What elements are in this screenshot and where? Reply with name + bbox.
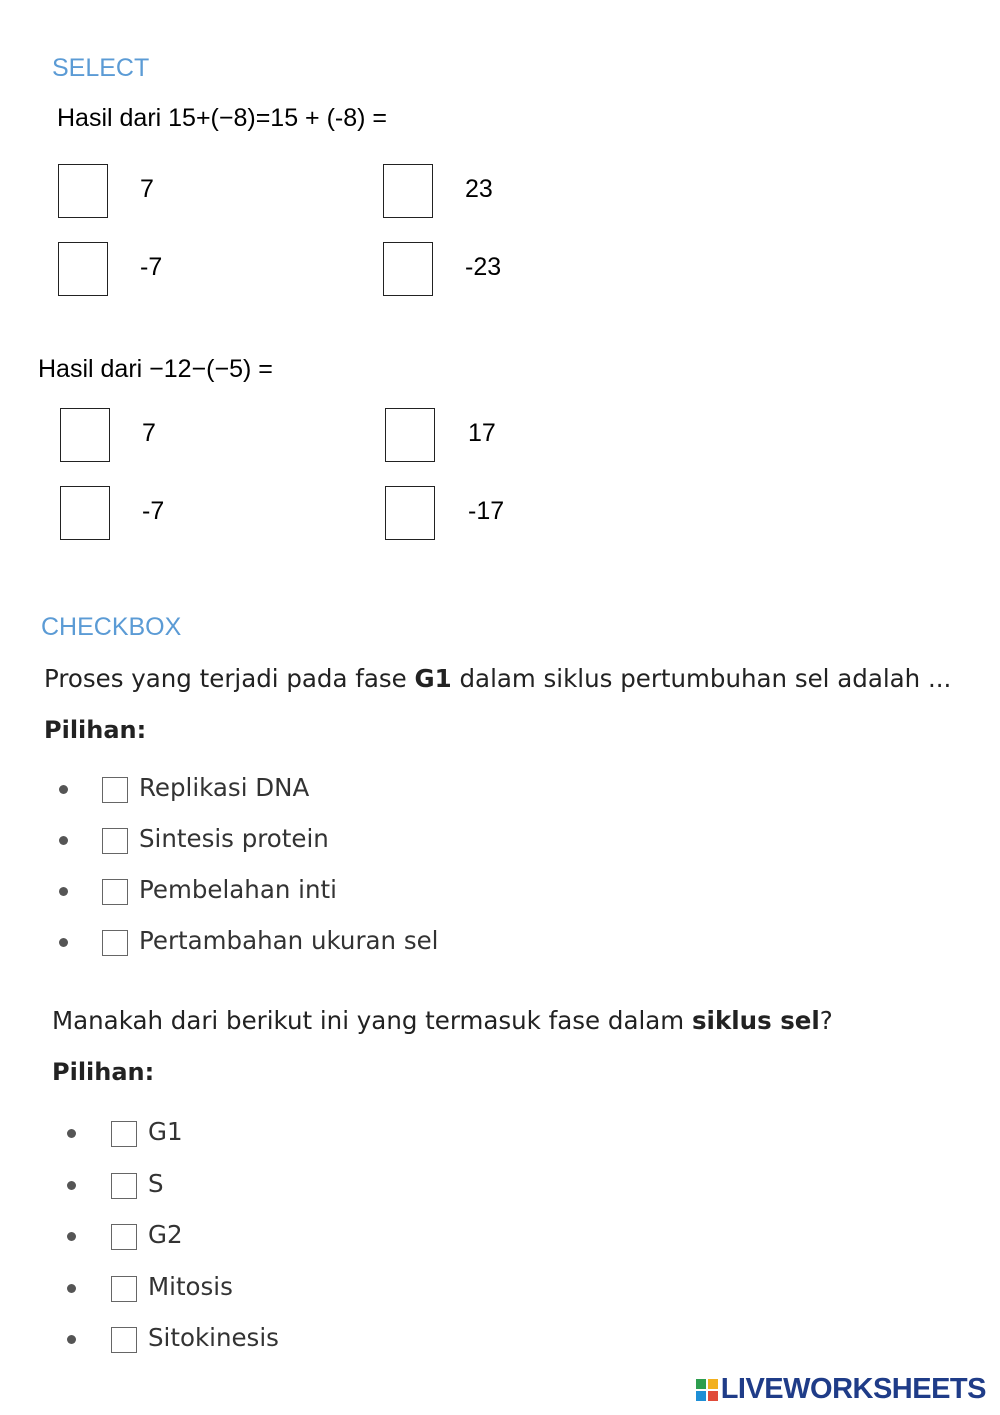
select-heading: SELECT — [52, 54, 150, 82]
checkbox-s[interactable] — [111, 1173, 137, 1199]
option-2d-box[interactable] — [385, 486, 435, 540]
checkbox-g1[interactable] — [111, 1121, 137, 1147]
option-1b-value: 23 — [465, 175, 493, 203]
checkbox-label: Replikasi DNA — [139, 773, 310, 802]
checkbox-replikasi-dna[interactable] — [102, 777, 128, 803]
checkbox-label: Pembelahan inti — [139, 875, 337, 904]
liveworksheets-logo-icon — [696, 1379, 718, 1401]
checkbox-label: Sintesis protein — [139, 824, 329, 853]
bullet-icon — [67, 1284, 76, 1293]
option-1a-box[interactable] — [58, 164, 108, 218]
option-1d-value: -23 — [465, 253, 502, 281]
option-1c-value: -7 — [140, 253, 163, 281]
liveworksheets-logo — [696, 1373, 986, 1406]
question-3-pilihan-label: Pilihan: — [44, 716, 147, 744]
bullet-icon — [67, 1129, 76, 1138]
bullet-icon — [59, 836, 68, 845]
bullet-icon — [67, 1335, 76, 1344]
option-1b-box[interactable] — [383, 164, 433, 218]
bullet-icon — [67, 1232, 76, 1241]
option-1d-box[interactable] — [383, 242, 433, 296]
checkbox-sintesis-protein[interactable] — [102, 828, 128, 854]
brand-name: LIVEWORKSHEETS — [720, 1373, 986, 1405]
checkbox-pembelahan-inti[interactable] — [102, 879, 128, 905]
checkbox-label: Pertambahan ukuran sel — [139, 926, 439, 955]
question-4-text: Manakah dari berikut ini yang termasuk fase dalam siklus sel? — [52, 1006, 833, 1035]
checkbox-heading: CHECKBOX — [41, 613, 182, 641]
option-2b-box[interactable] — [385, 408, 435, 462]
checkbox-pertambahan-ukuran-sel[interactable] — [102, 930, 128, 956]
question-1-text: Hasil dari 15+(−8)=15 + (-8) = — [57, 104, 388, 132]
checkbox-label: S — [148, 1169, 164, 1198]
option-1c-box[interactable] — [58, 242, 108, 296]
option-1a-value: 7 — [140, 175, 154, 203]
option-2c-value: -7 — [142, 497, 165, 525]
checkbox-mitosis[interactable] — [111, 1276, 137, 1302]
checkbox-sitokinesis[interactable] — [111, 1327, 137, 1353]
checkbox-label: G2 — [148, 1220, 183, 1249]
bullet-icon — [59, 938, 68, 947]
bullet-icon — [59, 887, 68, 896]
checkbox-label: G1 — [148, 1117, 183, 1146]
option-2a-box[interactable] — [60, 408, 110, 462]
checkbox-label: Sitokinesis — [148, 1323, 279, 1352]
checkbox-label: Mitosis — [148, 1272, 233, 1301]
checkbox-g2[interactable] — [111, 1224, 137, 1250]
question-3-text: Proses yang terjadi pada fase G1 dalam siklus pertumbuhan sel adalah ... — [44, 664, 952, 693]
option-2a-value: 7 — [142, 419, 156, 447]
question-4-pilihan-label: Pilihan: — [52, 1058, 155, 1086]
option-2c-box[interactable] — [60, 486, 110, 540]
bullet-icon — [67, 1181, 76, 1190]
bullet-icon — [59, 785, 68, 794]
option-2d-value: -17 — [468, 497, 505, 525]
option-2b-value: 17 — [468, 419, 496, 447]
question-2-text: Hasil dari −12−(−5) = — [38, 355, 273, 383]
